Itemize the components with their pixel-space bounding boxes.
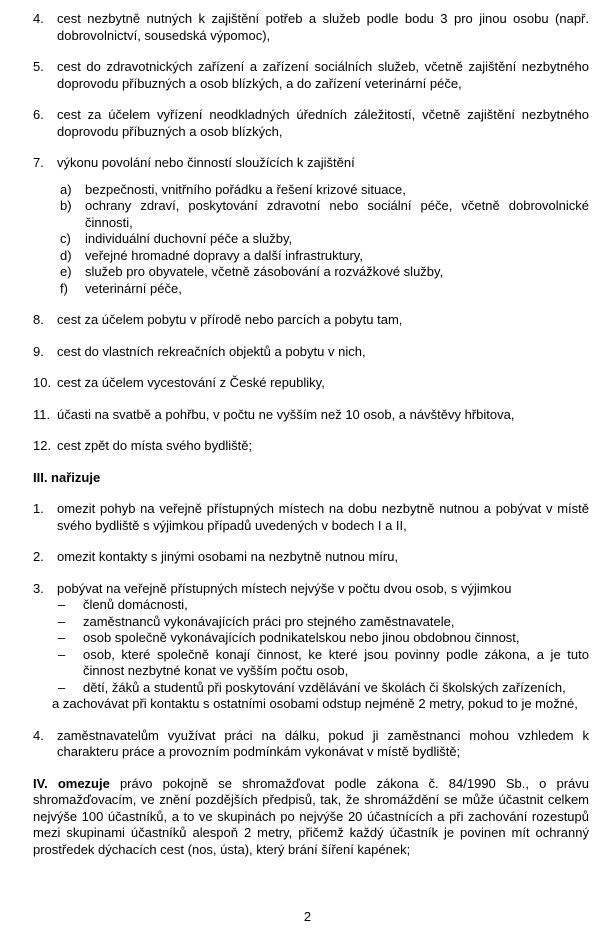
item-text: cest zpět do místa svého bydliště; [57, 438, 253, 453]
sub-item-label: b) [60, 198, 72, 213]
sub-item-text: služeb pro obyvatele, včetně zásobování a rozvážkové služby, [85, 264, 444, 279]
sub-item-label: d) [60, 247, 72, 263]
item-text: cest do zdravotnických zařízení a zařízení sociálních služeb, včetně zajištění nezbytného doprovodu příbuzných a osob blízkých, a do zařízení veterinární péče, [57, 59, 589, 91]
sub-item-text: veřejné hromadné dopravy a další infrastruktury, [85, 247, 363, 263]
list-item [33, 407, 589, 424]
item-body [57, 11, 589, 44]
sub-item-label: c) [60, 231, 71, 246]
item-text: cest za účelem vyřízení neodkladných úředních záležitostí, včetně zajištění nezbytného doprovodu příbuzných a osob blízkých, [57, 107, 589, 139]
item-body [57, 407, 589, 424]
dash-bullet: – [58, 646, 66, 662]
list-item [33, 344, 589, 361]
sub-list-item [60, 264, 589, 281]
list-item [33, 438, 589, 455]
item-body [57, 375, 589, 392]
sub-item-text: ochrany zdraví, poskytování zdravotní nebo sociální péče, včetně dobrovolnické činnosti, [85, 198, 589, 230]
dash-item-text: členů domácnosti, [83, 597, 188, 612]
item-body [57, 344, 589, 361]
page-number: 2 [303, 908, 312, 924]
list-item [33, 107, 589, 140]
list-item [33, 155, 589, 297]
item-body [57, 438, 589, 455]
list-item [33, 312, 589, 329]
item-number: 2. [33, 549, 44, 564]
dash-list-item [58, 614, 589, 631]
item-number: 1. [33, 501, 44, 516]
item-number: 3. [33, 580, 44, 596]
item-body [57, 59, 589, 92]
list-item [33, 501, 589, 534]
dash-list-item [58, 647, 589, 680]
item-continuation-text: a zachovávat při kontaktu s ostatními osobami odstup nejméně 2 metry, pokud to je možné, [52, 696, 578, 711]
item-text: pobývat na veřejně přístupných místech nejvýše v počtu dvou osob, s výjimkou [57, 580, 512, 596]
item-body [57, 501, 589, 534]
section-iv-text: právo pokojně se shromažďovat podle zákona č. 84/1990 Sb., o právu shromažďovacím, ve znění pozdějších předpisů, tak, že shromáždění se může účastnit celkem nejvýše 100 účastníků, a to ve skupinách po nejvýše 20 účastnících a při zachování rozestupů mezi skupinami účastníků alespoň 2 metry, přičemž každý účastník je povinen mít ochranný prostředek dýchacích cest (nos, ústa), který brání šíření kapének; [33, 775, 589, 857]
item-number: 8. [33, 312, 44, 327]
sub-list-item [60, 248, 589, 265]
dash-list-item [58, 597, 589, 614]
list-item [33, 11, 589, 44]
sub-item-text: individuální duchovní péče a služby, [85, 231, 293, 246]
item-text: účasti na svatbě a pohřbu, v počtu ne vyšším než 10 osob, a návštěvy hřbitova, [57, 406, 515, 422]
item-text: omezit kontakty s jinými osobami na nezbytně nutnou míru, [57, 549, 399, 564]
item-number: 10. [33, 375, 52, 390]
item-text: cest za účelem vycestování z České republiky, [57, 375, 325, 390]
item-text: cest nezbytně nutných k zajištění potřeb a služeb podle bodu 3 pro jinou osobu (např. dobrovolnictví, sousedská výpomoc), [57, 11, 589, 43]
dash-item-text: osob společně vykonávajících podnikatelskou nebo jinou obdobnou činnost, [83, 630, 520, 645]
item-number: 4. [33, 727, 44, 743]
item-body [57, 155, 589, 297]
list-item [33, 728, 589, 761]
sub-item-label: f) [60, 280, 68, 296]
item-text: výkonu povolání nebo činností sloužících k zajištění [57, 155, 355, 170]
list-item [33, 59, 589, 92]
dash-list-item [58, 680, 589, 697]
item-number: 12. [33, 438, 52, 453]
item-number: 6. [33, 107, 44, 122]
section-iv-lead: IV. omezuje [33, 775, 110, 791]
item-body [57, 312, 589, 329]
item-text: cest za účelem pobytu v přírodě nebo parcích a pobytu tam, [57, 312, 403, 327]
item-text: zaměstnavatelům využívat práci na dálku, pokud ji zaměstnanci mohou vzhledem k charakteru práce a provozním podmínkám vykonávat v místě bydliště; [57, 727, 589, 759]
item-text: cest do vlastních rekreačních objektů a pobytu v nich, [57, 343, 366, 359]
sub-list [60, 182, 589, 298]
dash-item-text: osob, které společně konají činnost, ke které jsou povinny podle zákona, a je tuto činnost nezbytné konat ve vyšším počtu osob, [83, 646, 589, 678]
dash-bullet: – [58, 679, 66, 695]
section-iv-paragraph [33, 776, 589, 859]
item-number: 5. [33, 59, 44, 74]
sub-item-text: bezpečnosti, vnitřního pořádku a řešení krizové situace, [85, 181, 406, 197]
item-text: omezit pohyb na veřejně přístupných místech na dobu nezbytně nutnou a pobývat v místě svého bydliště s výjimkou případů uvedených v bodech I a II, [57, 501, 589, 533]
sub-item-text: veterinární péče, [85, 280, 182, 296]
item-number: 11. [33, 406, 51, 422]
item-number: 4. [33, 11, 44, 26]
dash-bullet: – [58, 613, 66, 629]
sub-list-item [60, 231, 589, 248]
item-body [57, 107, 589, 140]
sub-item-label: e) [60, 264, 72, 279]
sub-item-label: a) [60, 181, 72, 197]
list-item [33, 581, 589, 713]
dash-bullet: – [58, 597, 66, 612]
list-item [33, 549, 589, 566]
dash-list-item [58, 630, 589, 647]
sub-list-item [60, 281, 589, 298]
item-body [57, 728, 589, 761]
dash-item-text: zaměstnanců vykonávajících práci pro stejného zaměstnavatele, [83, 613, 455, 629]
sub-list-item [60, 198, 589, 231]
list-item [33, 375, 589, 392]
item-number: 7. [33, 155, 44, 170]
dash-item-text: dětí, žáků a studentů při poskytování vzdělávání ve školách či školských zařízeních, [83, 679, 566, 695]
item-body [52, 580, 589, 713]
dash-bullet: – [58, 630, 66, 645]
item-number: 9. [33, 343, 44, 359]
section-heading-iii: III. nařizuje [33, 469, 101, 485]
dash-list [58, 597, 589, 696]
item-body [57, 549, 589, 566]
sub-list-item [60, 182, 589, 199]
